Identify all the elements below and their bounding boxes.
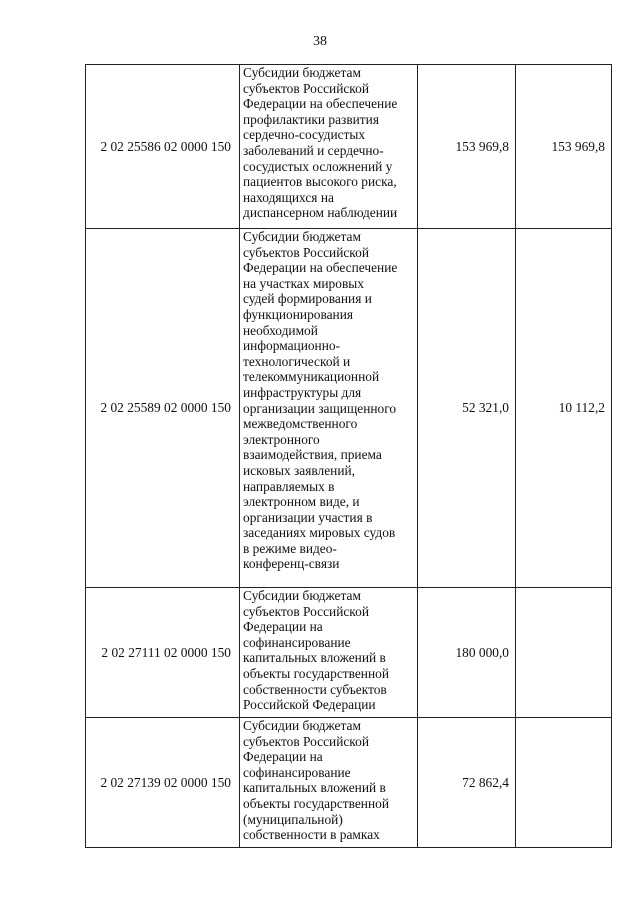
description-line: капитальных вложений в <box>243 780 386 796</box>
description-line: Субсидии бюджетам <box>243 229 361 244</box>
table-row <box>86 229 612 588</box>
description-cell <box>240 65 418 229</box>
description-line: Федерации на <box>243 619 323 635</box>
description-line: Субсидии бюджетам <box>243 588 361 603</box>
description-line: межведомственного <box>243 416 358 432</box>
description-line: заседаниях мировых судов <box>243 525 396 541</box>
amount-cell-1: 72 862,4 <box>418 718 516 848</box>
budget-code-cell: 2 02 27139 02 0000 150 <box>86 718 240 848</box>
description-line: собственности субъектов <box>243 681 387 697</box>
description-line: исковых заявлений, <box>243 462 356 478</box>
description-line: функционирования <box>243 306 354 322</box>
description-line: судей формирования и <box>243 291 372 307</box>
description-line: (муниципальной) <box>243 811 343 827</box>
description-line: софинансирование <box>243 634 351 650</box>
description-line: объекты государственной <box>243 665 390 681</box>
description-line: пациентов высокого риска, <box>243 174 397 190</box>
budget-income-table <box>85 64 612 848</box>
description-line: взаимодействия, приема <box>243 447 382 463</box>
amount-cell-2 <box>516 588 612 718</box>
description-line: заболеваний и сердечно- <box>243 142 384 158</box>
amount-cell-2: 10 112,2 <box>516 229 612 588</box>
description-line: профилактики развития <box>243 111 379 127</box>
description-line: информационно- <box>243 338 341 354</box>
description-line: организации участия в <box>243 509 373 525</box>
description-line: капитальных вложений в <box>243 650 386 666</box>
description-line: субъектов Российской <box>243 603 369 619</box>
description-line: Субсидии бюджетам <box>243 65 361 80</box>
table-row <box>86 588 612 718</box>
table-row <box>86 718 612 848</box>
amount-cell-2: 153 969,8 <box>516 65 612 229</box>
description-line: телекоммуникационной <box>243 369 380 385</box>
description-line: электронном виде, и <box>243 494 360 510</box>
description-line: конференц-связи <box>243 556 340 572</box>
description-line: сердечно-сосудистых <box>243 127 366 143</box>
amount-cell-2 <box>516 718 612 848</box>
description-line: необходимой <box>243 322 318 338</box>
description-line: объекты государственной <box>243 795 390 811</box>
budget-code-cell: 2 02 25589 02 0000 150 <box>86 229 240 588</box>
description-line: электронного <box>243 431 320 447</box>
amount-cell-1: 180 000,0 <box>418 588 516 718</box>
description-line: собственности в рамках <box>243 827 380 843</box>
amount-cell-1: 52 321,0 <box>418 229 516 588</box>
description-line: Российской Федерации <box>243 697 376 713</box>
description-cell <box>240 229 418 588</box>
table-row <box>86 65 612 229</box>
amount-cell-1: 153 969,8 <box>418 65 516 229</box>
description-line: Федерации на обеспечение <box>243 260 398 276</box>
description-line: направляемых в <box>243 478 335 494</box>
description-line: находящихся на <box>243 189 334 205</box>
description-line: Федерации на обеспечение <box>243 96 398 112</box>
budget-code-cell: 2 02 27111 02 0000 150 <box>86 588 240 718</box>
description-line: субъектов Российской <box>243 733 369 749</box>
page-number: 38 <box>313 34 327 49</box>
budget-code-cell: 2 02 25586 02 0000 150 <box>86 65 240 229</box>
description-line: Федерации на <box>243 749 323 765</box>
description-line: технологической и <box>243 353 351 369</box>
description-cell <box>240 718 418 848</box>
description-line: Субсидии бюджетам <box>243 718 361 733</box>
description-line: сосудистых осложнений у <box>243 158 393 174</box>
description-cell <box>240 588 418 718</box>
description-line: субъектов Российской <box>243 244 369 260</box>
description-line: на участках мировых <box>243 275 364 291</box>
description-line: в режиме видео- <box>243 540 337 556</box>
description-line: диспансерном наблюдении <box>243 205 398 221</box>
description-line: организации защищенного <box>243 400 397 416</box>
description-line: инфраструктуры для <box>243 384 362 400</box>
description-line: субъектов Российской <box>243 80 369 96</box>
description-line: софинансирование <box>243 764 351 780</box>
